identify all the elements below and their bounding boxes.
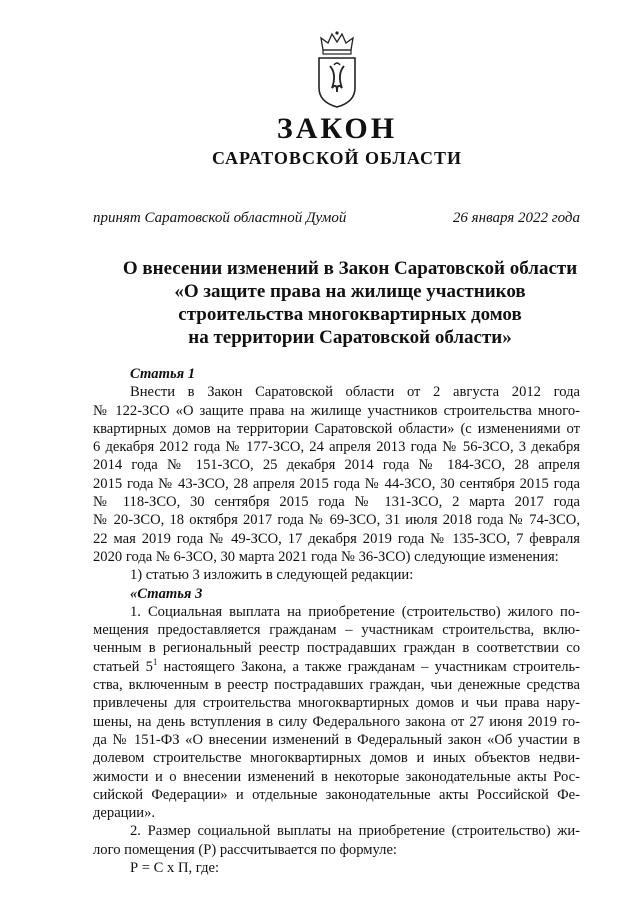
body-line: 1. Социальная выплата на приобретение (строительство) жилого по- [130, 603, 580, 620]
body-line: сийской Федерации» и отдельные законодательные акты Российской Фе- [93, 786, 580, 803]
article-heading: Статья 1 [130, 366, 196, 382]
body-line: 2014 года № 151-ЗСО, 25 декабря 2014 года № 184-ЗСО, 28 апреля [93, 457, 580, 474]
body-line: № 122-ЗСО «О защите права на жилище участников строительства много- [93, 402, 580, 419]
body-line: квартирных домов на территории Саратовской области» (с изменениями от [93, 420, 580, 437]
law-title: ЗАКОН [276, 112, 398, 145]
body-line: 2. Размер социальной выплаты на приобретение (строительство) жи- [130, 823, 580, 840]
body-line: дерации». [93, 805, 156, 822]
reference-text: статьей 5 [93, 658, 153, 675]
body-line: мещения предоставляется гражданам – участникам строительства, вклю- [93, 622, 580, 639]
body-line: 22 мая 2019 года № 49-ЗСО, 17 декабря 2019 года № 135-ЗСО, 7 февраля [93, 530, 580, 547]
document-title-line: «О защите права на жилище участников [174, 281, 526, 302]
body-line: 2020 года № 6-ЗСО, 30 марта 2021 года № 36-ЗСО) следующие изменения: [93, 548, 559, 565]
body-line: привлечены для строительства многоквартирных домов и чьи права нару- [93, 695, 580, 712]
body-line: долевом строительстве многоквартирных домов и иных объектов недви- [93, 750, 580, 767]
document-title-line: строительства многоквартирных домов [178, 304, 522, 325]
body-line: № 20-ЗСО, 18 октября 2017 года № 69-ЗСО, 31 июля 2018 года № 74-ЗСО, [93, 512, 580, 529]
region-title: САРАТОВСКОЙ ОБЛАСТИ [211, 148, 463, 168]
body-line-reference [93, 658, 580, 676]
reference-suffix: настоящего Закона, а также гражданам – участникам строитель- [157, 658, 580, 675]
body-line: № 118-ЗСО, 30 сентября 2015 года № 131-ЗСО, 2 марта 2017 года [93, 494, 580, 511]
item-line: 1) статью 3 изложить в следующей редакции: [130, 567, 414, 584]
body-line: да № 151-ФЗ «О внесении изменений в Федеральный закон «Об участии в [93, 731, 580, 748]
body-line: ченным в региональный реестр пострадавших граждан в соответствии со [93, 640, 580, 657]
formula-line: Р = С х П, где: [130, 860, 220, 877]
adopted-by: принят Саратовской областной Думой [93, 210, 347, 226]
body-line: 2015 года № 43-ЗСО, 28 апреля 2015 года № 44-ЗСО, 30 сентября 2015 года [93, 475, 580, 492]
saratov-coat-of-arms-icon [316, 30, 358, 108]
body-line: Внести в Закон Саратовской области от 2 августа 2012 года [130, 384, 580, 401]
document-body [93, 365, 580, 877]
body-line: 6 декабря 2012 года № 177-ЗСО, 24 апреля 2013 года № 56-ЗСО, 3 декабря [93, 439, 580, 456]
document-title [80, 257, 620, 349]
quoted-article-heading: «Статья 3 [130, 585, 203, 602]
body-line: шены, на день вступления в силу Федерального закона от 27 июня 2019 го- [93, 713, 580, 730]
body-line: ства, включенным в реестр пострадавших граждан, чьи денежные средства [93, 677, 580, 694]
document-title-line: на территории Саратовской области» [188, 327, 512, 348]
body-line: лого помещения (Р) рассчитывается по формуле: [93, 841, 397, 858]
body-line: жимости и о внесении изменений в некоторые законодательные акты Рос- [93, 768, 580, 785]
reference-superscript: 1 [152, 656, 158, 667]
document-title-line: О внесении изменений в Закон Саратовской области [122, 258, 578, 279]
adopted-date: 26 января 2022 года [452, 210, 580, 226]
